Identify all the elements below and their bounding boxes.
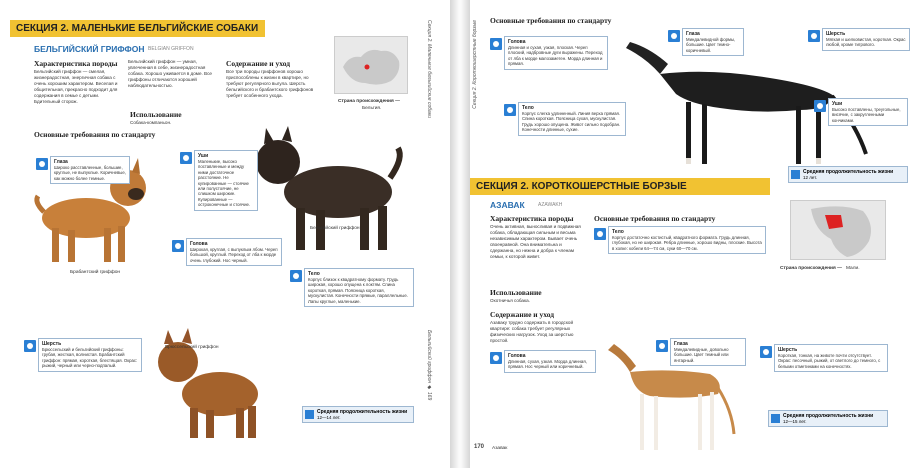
eyes-top-box: [682, 28, 744, 56]
coat-marker-icon: [24, 340, 36, 352]
body-text-left: Корпус близок к квадратному формату. Грудь широкая, хорошо опущена к локтям. Спина короткая, прямая. Поясница короткая, мускулистая. Конечности прямые, параллельные. Лапы круглые, маленькие.: [308, 277, 408, 304]
breed-name-right: АЗАВАК: [490, 200, 525, 210]
coat-title-left: Шерсть: [42, 341, 62, 347]
body-box-left: [304, 268, 414, 307]
map-europe: [334, 36, 408, 94]
coat-text-left: Брюссельский и бельгийский гриффоны: грубая, жесткая, волнистая. Брабантский гриффон: прямая, короткая, блестящая. Окрас: рыжий, черный или черно-подпалый.: [42, 347, 138, 369]
ears-text-left: Маленькие, высоко поставленные и между ними достаточное расстояние. Не купированные — стоячие или полустоячие, не слишком широкие. Купированные — остроконечные и стоячие.: [198, 159, 251, 208]
body-top-box: [518, 102, 626, 136]
maintenance-title-right: Содержание и уход: [490, 310, 555, 319]
eyes-box-left: [50, 156, 130, 184]
lifespan-top-icon: [791, 170, 800, 179]
maintenance-text-left: Все три породы гриффонов хорошо приспособлены к жизни в квартире, но требуют регулярного выгула. Шерсть бельгийского и брабантского гриффонов требует особенного ухода.: [226, 69, 314, 98]
eyes2-marker-icon: [656, 340, 668, 352]
eyes2-box: [670, 338, 746, 366]
right-page: [470, 0, 920, 468]
usage-text-right: Охотничья собака.: [490, 298, 530, 303]
ears-title-left: Уши: [198, 153, 209, 159]
breed-name-lat-right: AZAWAKH: [538, 202, 563, 208]
head2-box: [504, 350, 596, 373]
origin-country-left: Бельгия.: [362, 106, 382, 111]
body-marker-right-icon: [594, 228, 606, 240]
eyes-title-left: Глаза: [54, 159, 68, 165]
lifespan-box-right: [768, 410, 888, 427]
caption-belgian: Бельгийский гриффон: [310, 226, 360, 231]
eyes-marker-icon: [36, 158, 48, 170]
body-text-right: Корпус достаточно костистый, квадратного формата. Грудь длинная, глубокая, но не широкая. Ребра длинные, хорошо видны, плоские. Высота в холке: кобели 64—74 см, суки 60—70 см.: [612, 235, 762, 251]
lifespan-text-left: 12—14 лет.: [317, 415, 341, 420]
page-name: Азавак: [492, 446, 508, 451]
caption-brussels: Брюссельский гриффон: [165, 345, 219, 350]
ears-box-left: [194, 150, 258, 211]
ears-top-marker-icon: [814, 100, 826, 112]
belgian-griffon-image: [238, 118, 416, 258]
breed-name-left: БЕЛЬГИЙСКИЙ ГРИФФОН: [34, 44, 145, 54]
book-gutter: [450, 0, 470, 468]
lifespan-icon: [305, 410, 314, 419]
head-top-marker-icon: [490, 38, 502, 50]
head-box-left: [186, 238, 282, 266]
characteristics-text-left: Бельгийский гриффон — смелая, жизнерадостная, энергичная собака с очень хорошим характером. Веселая и общительная, прекрасно подходит для содержания в семье с детьми. Бдительный сторож.: [34, 69, 118, 104]
breed-name-lat-left: BELGIAN GRIFFON: [148, 46, 194, 52]
usage-text-left: Собака-компаньон.: [130, 120, 172, 125]
body-marker-icon: [290, 270, 302, 282]
head-text-left: Широкая, круглая, с выпуклым лбом. Череп большой, круглый. Переход от лба к морде очень глубокий. Нос черный.: [190, 247, 278, 263]
head-top-title: Голова: [508, 39, 526, 45]
lifespan-box-left: [302, 406, 414, 423]
caption-brabant: Брабантский гриффон: [70, 270, 121, 275]
standard-title-top: Основные требования по стандарту: [490, 16, 612, 25]
ears-top-title: Уши: [832, 101, 843, 107]
coat-box-left: [38, 338, 142, 372]
head-marker-icon: [172, 240, 184, 252]
coat-top-title: Шерсть: [826, 31, 846, 37]
head2-text: Длинная, сухая, узкая. Морда длинная, прямая. Нос черный или коричневый.: [508, 359, 587, 370]
brussels-griffon-image: [150, 322, 268, 442]
left-page: [0, 0, 450, 468]
coat-text-right: Короткая, тонкая, на животе почти отсутствует. Окрас: песочный, рыжий, от светлого до темного, с белыми отметинами на конечностях.: [778, 353, 881, 369]
coat-box-right: [774, 344, 888, 372]
section-title-right: СЕКЦИЯ 2. КОРОТКОШЕРСТНЫЕ БОРЗЫЕ: [470, 178, 770, 195]
eyes-top-text: Миндалевидной формы, большие. Цвет темно-коричневый.: [686, 37, 736, 53]
head-title-left: Голова: [190, 241, 208, 247]
body-box-right: [608, 226, 766, 254]
origin-country-right: Мали.: [846, 266, 860, 271]
body-top-marker-icon: [504, 104, 516, 116]
lifespan-right-icon: [771, 414, 780, 423]
map-africa: [790, 200, 886, 260]
lifespan-top-title: Средняя продолжительность жизни: [803, 169, 894, 175]
body-title-left: Тело: [308, 271, 320, 277]
head2-title: Голова: [508, 353, 526, 359]
lifespan-text-right: 12—15 лет.: [783, 419, 807, 424]
coat-top-marker-icon: [808, 30, 820, 42]
coat-marker-right-icon: [760, 346, 772, 358]
usage-title-left: Использование: [130, 110, 182, 119]
eyes2-title: Глаза: [674, 341, 688, 347]
ears-top-text: Высоко поставлены, треугольные, висячие, с закругленными кончиками.: [832, 107, 901, 123]
side-text-right: Секция 2. Короткошерстные борзые: [472, 20, 478, 109]
lifespan-top-box: [788, 166, 908, 183]
maintenance-title-left: Содержание и уход: [226, 59, 291, 68]
origin-label-right: Страна происхождения —: [780, 266, 842, 271]
eyes2-text: Миндалевидные, довольно большие. Цвет темный или янтарный.: [674, 347, 729, 363]
head2-marker-icon: [490, 352, 502, 364]
eyes-top-marker-icon: [668, 30, 680, 42]
head-top-text: Длинная и сухая, узкая, плоская. Череп плоский, надбровные дуги выражены. Переход от лба к морде малозаметен. Морда длинная и прямая.: [508, 45, 603, 67]
coat-top-box: [822, 28, 910, 51]
body-title-right: Тело: [612, 229, 624, 235]
ears-top-box: [828, 98, 908, 126]
section-title-left: СЕКЦИЯ 2. МАЛЕНЬКИЕ БЕЛЬГИЙСКИЕ СОБАКИ: [10, 20, 265, 37]
side-text-left: Секция 2. Маленькие бельгийские собаки: [426, 20, 432, 118]
characteristics-title-left: Характеристика породы: [34, 59, 118, 68]
maintenance-text-right: Азаваку трудно содержать в городской квартире: собака требует регулярных физических нагрузок. Уход за шерстью простой.: [490, 320, 574, 343]
ears-marker-icon: [180, 152, 192, 164]
origin-label-left: Страна происхождения —: [338, 99, 400, 104]
lifespan-title-right: Средняя продолжительность жизни: [783, 413, 874, 419]
standard-title-right: Основные требования по стандарту: [594, 214, 716, 223]
lifespan-top-text: 12 лет.: [803, 175, 818, 180]
body-top-text: Корпус слегка удлиненный. Линия верха прямая. Спина короткая. Поясница сухая, мускулистая. Грудь хорошо опущена. Живот сильно подобран. Конечности длинные, сухие.: [522, 111, 621, 133]
eyes-top-title: Глаза: [686, 31, 700, 37]
coat-title-right: Шерсть: [778, 347, 798, 353]
side-text-left-bottom: Бельгийский гриффон ◆ 169: [426, 330, 432, 401]
characteristics-text-right: Очень активная, выносливая и подвижная собака, обладающая сильным и весьма независимым характером. Бывает очень своенравной. Она внимательна и сдержанна, но нежна и добра к членам семьи, к которой живет.: [490, 224, 581, 259]
body-top-title: Тело: [522, 105, 534, 111]
lifespan-title-left: Средняя продолжительность жизни: [317, 409, 408, 415]
head-top-box: [504, 36, 608, 70]
standard-title-left: Основные требования по стандарту: [34, 130, 156, 139]
page-number: 170: [474, 444, 485, 450]
characteristics-text2-left: Бельгийский гриффон — умная, увлеченная в себе, жизнерадостная собака. Хорошо уживается в доме. Все гриффоны отличаются хорошей наблюдательностью.: [128, 59, 212, 88]
eyes-text-left: Широко расставленные, большие, круглые, не выпуклые. Коричневые, как можно более темные.: [54, 165, 126, 181]
characteristics-title-right: Характеристика породы: [490, 214, 574, 223]
coat-top-text: Мягкая и шелковистая, короткая. Окрас любой, кроме тигрового.: [826, 37, 906, 48]
usage-title-right: Использование: [490, 288, 542, 297]
